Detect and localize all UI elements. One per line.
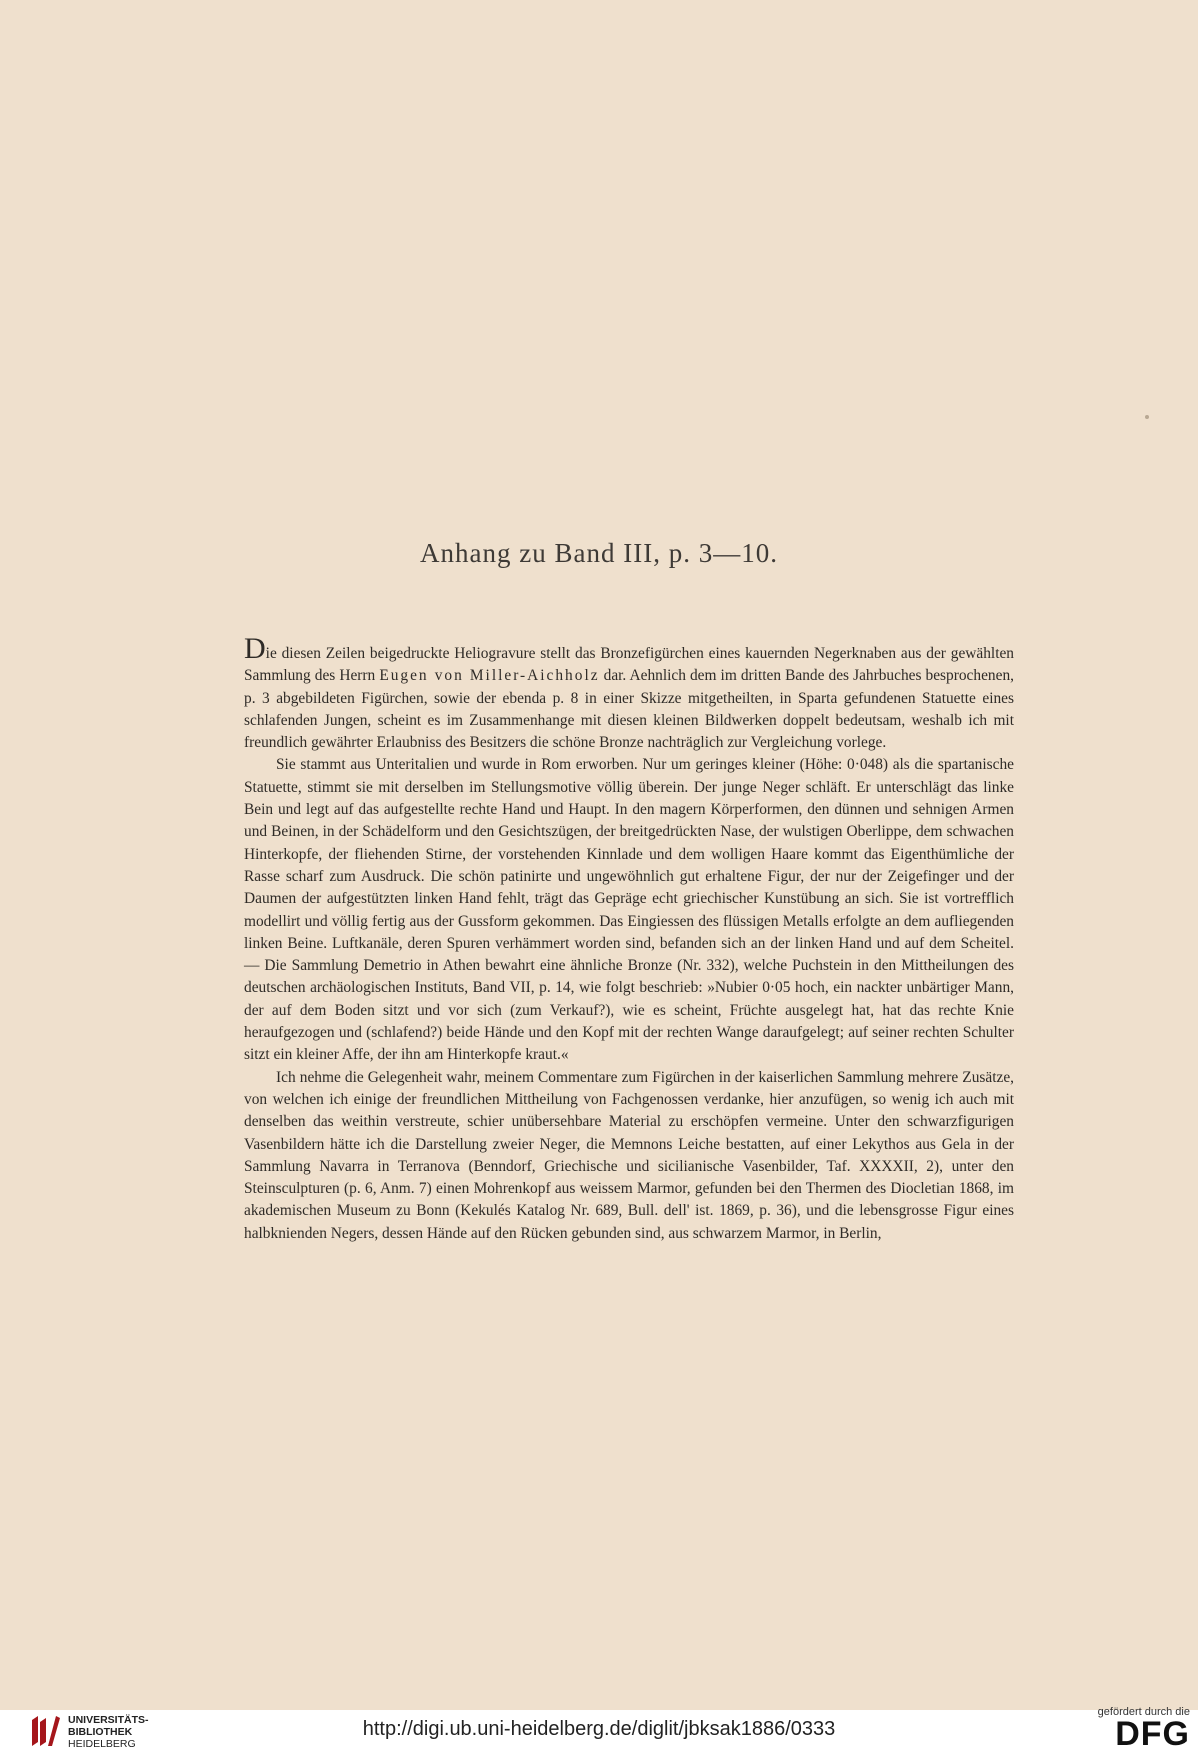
funded-by-caption: gefördert durch die (1097, 1706, 1190, 1718)
library-line-1: UNIVERSITÄTS- (68, 1714, 149, 1726)
library-line-3: HEIDELBERG (68, 1738, 136, 1750)
dfg-logo-block[interactable] (1060, 1706, 1190, 1753)
source-url[interactable]: http://digi.ub.uni-heidelberg.de/diglit/jbksak1886/0333 (362, 1718, 836, 1740)
body-text (244, 632, 1014, 1245)
paragraph-3: Ich nehme die Gelegenheit wahr, meinem Commentare zum Figürchen in der kaiserlichen Sammlung mehrere Zusätze, von welchen ich einige der freundlichen Mittheilung von Fachgenossen verdanke, hier anzufügen, so wenig ich auch mit denselben das weithin verstreute, schier unübersehbare Material zu erschöpfen vermeine. Unter den schwarzfigurigen Vasenbildern hätte ich die Darstellung zweier Neger, die Memnons Leiche bestatten, auf einer Lekythos aus Gela in der Sammlung Navarra in Terranova (Benndorf, Griechische und sicilianische Vasenbilder, Taf. XXXXII, 2), unter den Steinsculpturen (p. 6, Anm. 7) einen Mohrenkopf aus weissem Marmor, gefunden bei den Thermen des Diocletian 1868, im akademischen Museum zu Bonn (Kekulés Katalog Nr. 689, Bull. dell' ist. 1869, p. 36), und die lebensgrosse Figur eines halbknienden Negers, dessen Hände auf den Rücken gebunden sind, aus schwarzem Marmor, in Berlin, (244, 1068, 1014, 1242)
collector-name: Eugen von Miller-Aichholz (379, 667, 600, 685)
library-line-2: BIBLIOTHEK (68, 1726, 133, 1738)
paragraph-1-part-a: ie diesen Zeilen beigedruckte Heliogravure stellt das Bronzefigürchen eines kauernden Negerknaben aus der gewählten Sammlung des Herrn (244, 645, 1014, 685)
paper-speck (1145, 415, 1149, 419)
page-title: Anhang zu Band III, p. 3—10. (420, 538, 778, 568)
paragraph-2: Sie stammt aus Unteritalien und wurde in Rom erworben. Nur um geringes kleiner (Höhe: 0·048) als die spartanische Statuette, stimmt sie mit derselben im Stellungsmotive völlig überein. Der junge Neger schläft. Er unterschlägt das linke Bein und legt auf das aufgestellte rechte Hand und Haupt. In den magern Körperformen, den dünnen und sehnigen Armen und Beinen, in der Schädelform und den Gesichtszügen, der breitgedrückten Nase, der wulstigen Oberlippe, dem schwachen Hinterkopfe, der fliehenden Stirne, der vorstehenden Kinnlade und dem wolligen Haare kommt das Eigenthümliche der Rasse scharf zum Ausdruck. Die schön patinirte und ungewöhnlich gut erhaltene Figur, der nur der Zeigefinger und der Daumen der aufgestützten linken Hand fehlt, trägt das Gepräge echt griechischer Kunstübung an sich. Sie ist vortrefflich modellirt und völlig fertig aus der Gussform gekommen. Das Eingiessen des flüssigen Metalls erfolgte an dem aufliegenden linken Beine. Luftkanäle, deren Spuren verhämmert worden sind, befanden sich an der linken Hand und auf dem Scheitel. — Die Sammlung Demetrio in Athen bewahrt eine ähnliche Bronze (Nr. 332), welche Puchstein in den Mittheilungen des deutschen archäologischen Instituts, Band VII, p. 14, wie folgt beschrieb: »Nubier 0·05 hoch, ein nackter unbärtiger Mann, der auf dem Boden sitzt und vor sich (zum Verkauf?), wie es scheint, Früchte ausgelegt hat, hat das rechte Knie heraufgezogen und (schlafend?) beide Hände und den Kopf mit der rechten Wange daraufgelegt; auf seiner rechten Schulter sitzt ein kleiner Affe, der ihn am Hinterkopfe kraut.« (244, 756, 1014, 1064)
paragraph-1-part-b: dar. Aehnlich dem im dritten Bande des Jahrbuches besprochenen, p. 3 abgebildeten Figürchen, sowie der ebenda p. 8 in einer Skizze mitgetheilten, in Sparta gefundenen Statuette eines schlafenden Jungen, scheint es im Zusammenhange mit diesen kleinen Bildwerken doppelt bedeutsam, weshalb ich mit freundlich gewährter Erlaubniss des Besitzers die schöne Bronze nachträglich zur Vergleichung vorlege. (244, 667, 1014, 752)
dfg-logo: DFG (1115, 1715, 1190, 1753)
drop-cap: D (244, 632, 266, 665)
paragraph-1 (244, 632, 1014, 754)
